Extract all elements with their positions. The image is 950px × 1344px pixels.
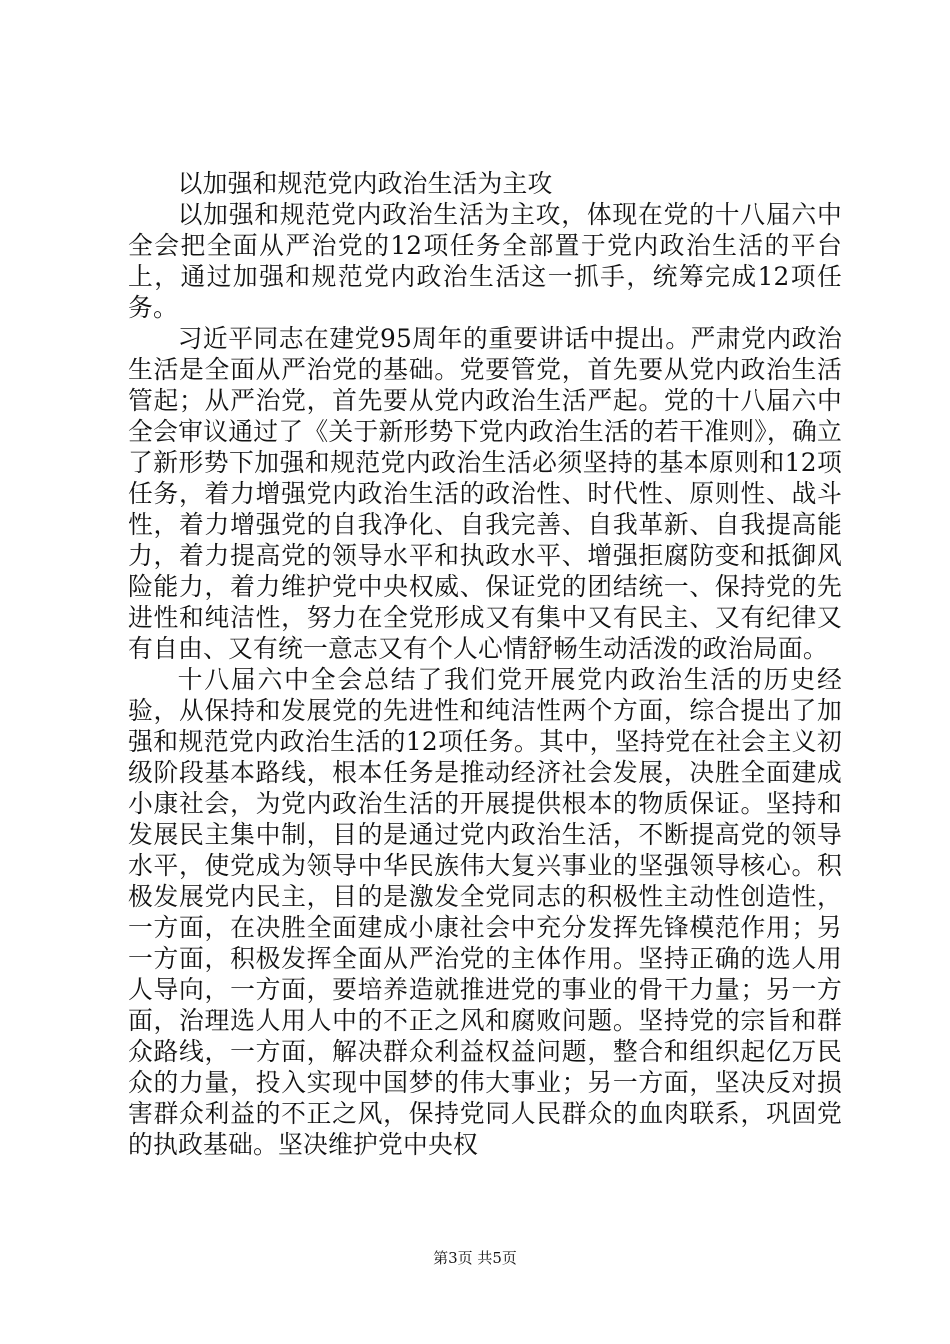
- document-title: 以加强和规范党内政治生活为主攻: [177, 169, 553, 198]
- document-body: [128, 168, 842, 1160]
- paragraph-2: 习近平同志在建党95周年的重要讲话中提出。严肃党内政治生活是全面从严治党的基础。党要管党，首先要从党内政治生活管起；从严治党，首先要从党内政治生活严起。党的十八届六中全会审议通过了《关于新形势下党内政治生活的若干准则》，确立了新形势下加强和规范党内政治生活必须坚持的基本原则和12项任务，着力增强党内政治生活的政治性、时代性、原则性、战斗性，着力增强党的自我净化、自我完善、自我革新、自我提高能力，着力提高党的领导水平和执政水平、增强拒腐防变和抵御风险能力，着力维护党中央权威、保证党的团结统一、保持党的先进性和纯洁性，努力在全党形成又有集中又有民主、又有纪律又有自由、又有统一意志又有个人心情舒畅生动活泼的政治局面。: [128, 324, 842, 663]
- paragraph-3: 十八届六中全会总结了我们党开展党内政治生活的历史经验，从保持和发展党的先进性和纯洁性两个方面，综合提出了加强和规范党内政治生活的12项任务。其中，坚持党在社会主义初级阶段基本路线，根本任务是推动经济社会发展，决胜全面建成小康社会，为党内政治生活的开展提供根本的物质保证。坚持和发展民主集中制，目的是通过党内政治生活，不断提高党的领导水平，使党成为领导中华民族伟大复兴事业的坚强领导核心。积极发展党内民主，目的是激发全党同志的积极性主动性创造性，一方面，在决胜全面建成小康社会中充分发挥先锋模范作用；另一方面，积极发挥全面从严治党的主体作用。坚持正确的选人用人导向，一方面，要培养造就推进党的事业的骨干力量；另一方面，治理选人用人中的不正之风和腐败问题。坚持党的宗旨和群众路线，一方面，解决群众利益权益问题，整合和组织起亿万民众的力量，投入实现中国梦的伟大事业；另一方面，坚决反对损害群众利益的不正之风，保持党同人民群众的血肉联系，巩固党的执政基础。坚决维护党中央权: [128, 665, 842, 1159]
- page-number-footer: 第3页 共5页: [433, 1249, 517, 1267]
- paragraph-1: 以加强和规范党内政治生活为主攻，体现在党的十八届六中全会把全面从严治党的12项任务全部置于党内政治生活的平台上，通过加强和规范党内政治生活这一抓手，统筹完成12项任务。: [128, 200, 842, 322]
